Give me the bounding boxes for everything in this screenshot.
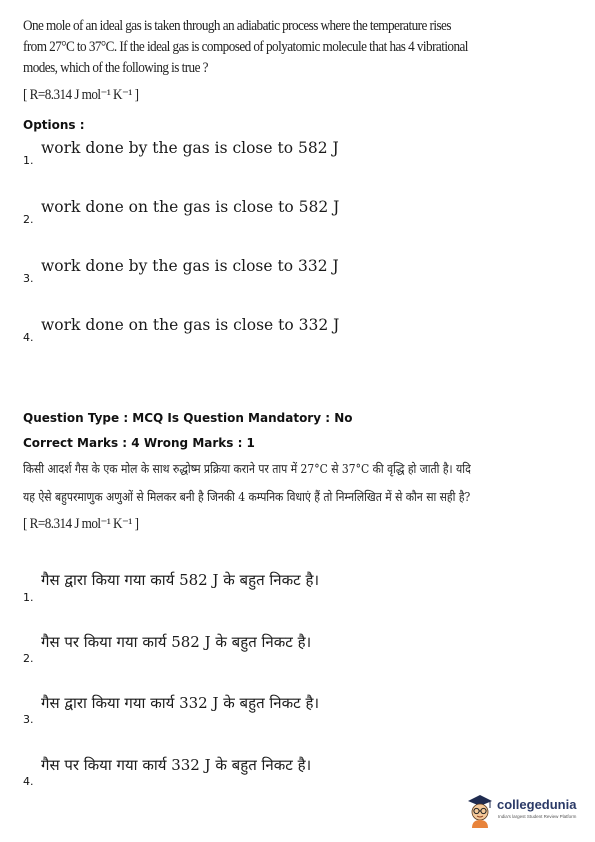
options-label: Options : (23, 118, 85, 132)
option-number: 2. (23, 652, 34, 665)
option-number: 4. (23, 775, 34, 788)
collegedunia-logo (465, 790, 590, 830)
option-text: गैस पर किया गया कार्य 582 J के बहुत निकट है। (41, 633, 312, 651)
question-line: from 27°C to 37°C. If the ideal gas is composed of polyatomic molecule that has 4 vibrational (23, 39, 468, 55)
option-text: work done by the gas is close to 332 J (41, 257, 339, 275)
question-line: One mole of an ideal gas is taken through an adiabatic process where the temperature rises (23, 18, 451, 34)
marks-line: Correct Marks : 4 Wrong Marks : 1 (23, 436, 255, 450)
question-line-hindi: किसी आदर्श गैस के एक मोल के साथ रुद्धोष्म प्रक्रिया कराने पर ताप में 27°C से 37°C की वृद्धि हो जाती है। यदि (23, 461, 471, 476)
option-number: 1. (23, 591, 34, 604)
option-text: गैस पर किया गया कार्य 332 J के बहुत निकट है। (41, 756, 312, 774)
option-number: 3. (23, 713, 34, 726)
option-number: 3. (23, 272, 34, 285)
question-line: modes, which of the following is true ? (23, 60, 208, 76)
logo-tagline: India's largest Student Review Platform (498, 814, 577, 819)
graduate-mascot-icon (465, 792, 495, 828)
question-type-line: Question Type : MCQ Is Question Mandatory : No (23, 411, 353, 425)
option-number: 1. (23, 154, 34, 167)
option-number: 4. (23, 331, 34, 344)
option-text: गैस द्वारा किया गया कार्य 332 J के बहुत निकट है। (41, 694, 320, 712)
question-line-hindi: यह ऐसे बहुपरमाणुक अणुओं से मिलकर बनी है जिनकी 4 कम्पनिक विधाएं हैं तो निम्नलिखित में से कौन सा सही है? (23, 489, 471, 504)
logo-wordmark: collegedunia (497, 797, 577, 812)
gas-constant-note-hindi: [ R=8.314 J mol⁻¹ K⁻¹ ] (23, 516, 139, 532)
option-text: गैस द्वारा किया गया कार्य 582 J के बहुत निकट है। (41, 571, 320, 589)
option-text: work done by the gas is close to 582 J (41, 139, 339, 157)
option-text: work done on the gas is close to 332 J (41, 316, 340, 334)
option-text: work done on the gas is close to 582 J (41, 198, 340, 216)
gas-constant-note: [ R=8.314 J mol⁻¹ K⁻¹ ] (23, 87, 139, 103)
option-number: 2. (23, 213, 34, 226)
